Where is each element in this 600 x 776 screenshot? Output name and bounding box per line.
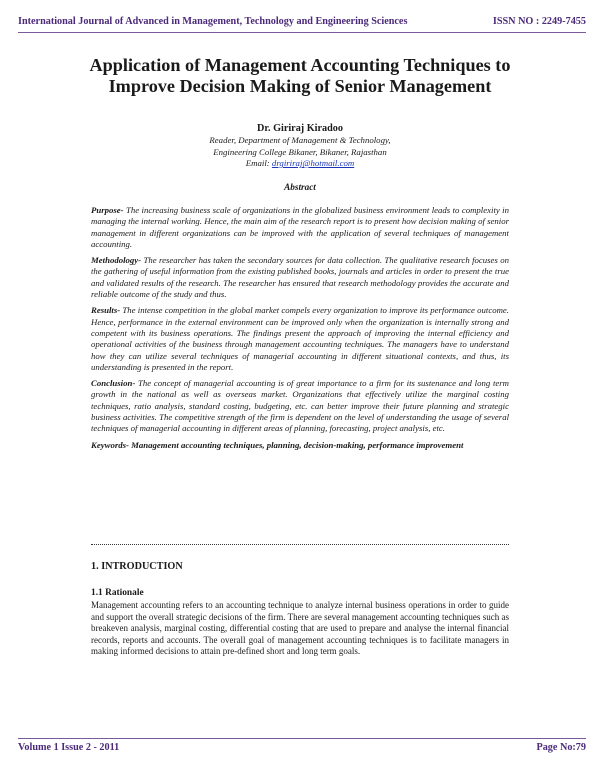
author-block: [100, 122, 500, 170]
results-label: Results-: [91, 305, 121, 316]
section-divider: [91, 544, 509, 545]
email-label: Email:: [245, 158, 272, 168]
affiliation-line-2: Engineering College Bikaner, Bikaner, Rajasthan: [213, 146, 387, 157]
results-text: The intense competition in the global market compels every organization to improve its performance outcome. Hence, performance in the external environment can be improved only when the organization is internally strong and competent with its business operations. The findings present the approach of improving the internal efficiency and operational activities of the business through management accounting techniques. The managers have to understand how they can utilize several techniques of managerial accounting in different situational contexts, and thus, its understanding is presented in the report.: [91, 305, 509, 372]
title-line-1: Application of Management Accounting Techniques to: [89, 55, 511, 75]
email-line: [100, 158, 500, 170]
paper-title: [40, 55, 560, 97]
methodology-text: The researcher has taken the secondary sources for data collection. The qualitative research focuses on the gathering of useful information from the existing published books, journals and articles in order to present the true and validated results of the research. The researcher has ensured that research methodology provides the accurate and reliable outcome of the study and thus.: [91, 255, 509, 300]
abstract-methodology: [91, 255, 509, 300]
email-link[interactable]: drgiriraj@hotmail.com: [271, 158, 355, 168]
abstract-body: [91, 205, 509, 456]
methodology-label: Methodology-: [91, 255, 142, 266]
conclusion-label: Conclusion-: [91, 378, 136, 389]
abstract-conclusion: [91, 378, 509, 434]
page-footer: [18, 742, 586, 753]
abstract-heading: Abstract: [284, 182, 316, 192]
subsection-heading: 1.1 Rationale: [91, 588, 144, 598]
keywords-label: Keywords-: [91, 439, 129, 450]
journal-name: International Journal of Advanced in Management, Technology and Engineering Sciences: [18, 16, 408, 27]
header-rule: [18, 32, 586, 33]
author-name: Dr. Giriraj Kiradoo: [257, 123, 343, 134]
section-heading: 1. INTRODUCTION: [91, 561, 183, 572]
purpose-label: Purpose-: [91, 205, 124, 215]
issn: ISSN NO : 2249-7455: [492, 16, 586, 27]
keywords-text: Management accounting techniques, planning, decision-making, performance improvement: [128, 439, 464, 450]
journal-header: [18, 16, 586, 27]
conclusion-text: The concept of managerial accounting is of great importance to a firm for its sustenance and long term growth in the national as well as overseas market. Organizations that effectively utilize the marginal costing techniques, ratio analysis, standard costing, budgeting, etc. can better improve their future planning and strategic business activities. The competitive strength of the firm is dependent on the level of understanding the usage of several techniques of managerial accounting in different areas of planning, forecasting, project analysis, etc.: [91, 378, 509, 434]
purpose-text: The increasing business scale of organizations in the globalized business environment leads to complexity in managing the internal working. Hence, the main aim of the research report is to present how decision making of senior management in different organizations can be improved with the application of several techniques of management accounting.: [91, 205, 509, 249]
abstract-keywords: [91, 440, 509, 451]
title-line-2: Improve Decision Making of Senior Management: [108, 76, 492, 96]
affiliation-line-1: Reader, Department of Management & Technology,: [209, 135, 391, 145]
footer-rule: [18, 738, 586, 739]
volume-info: Volume 1 Issue 2 - 2011: [18, 742, 120, 753]
abstract-purpose: [91, 205, 509, 250]
abstract-results: [91, 305, 509, 373]
body-paragraph: Management accounting refers to an accounting technique to analyze internal business operations in order to guide and support the overall strategic decisions of the firm. There are several management accounting techniques such as breakeven analysis, marginal costing, differential costing that are used to prepare and analyse the internal financial records, reports and accounts. The overall goal of management accounting techniques is to facilitate managers in making informed decisions to attain pre-defined short and long term goals.: [91, 600, 509, 656]
page-number: Page No:79: [536, 742, 586, 753]
